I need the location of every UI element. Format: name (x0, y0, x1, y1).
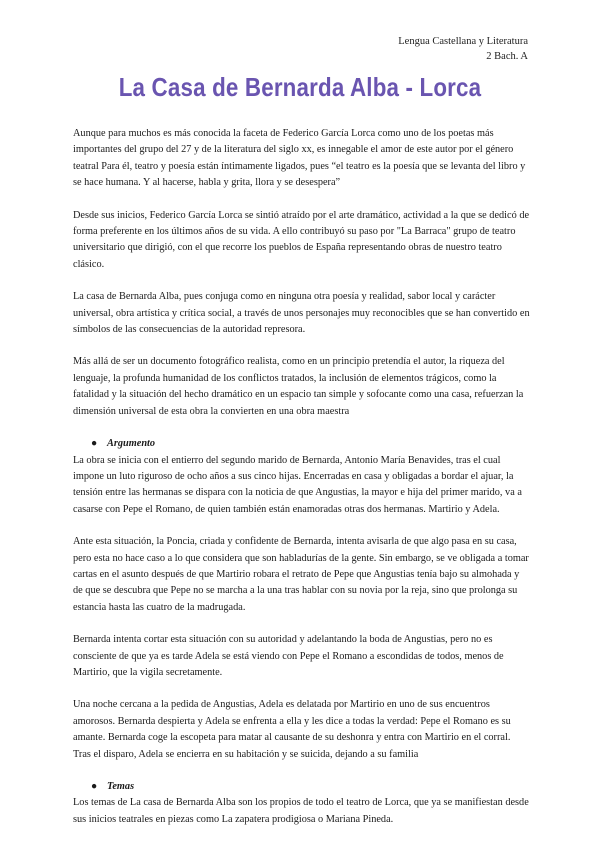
header-subject: Lengua Castellana y Literatura (398, 36, 528, 47)
section-heading-argumento (73, 436, 530, 452)
argumento-paragraph-2: Ante esta situación, la Poncia, criada y confidente de Bernarda, intenta avisarla de que algo pasa en su casa, pero esta no hace caso a lo que considera que son habladurías de la gente. Sin embargo, se ve obligada a tomar cartas en el asunto después de que Martirio robara el retrato de Pepe que Angustias tenía bajo su almohada y de que se descubra que Pepe no se marcha a la una tras hablar con su novia por la reja, sino que prolonga su estancia hasta las cuatro de la madrugada. (73, 536, 529, 613)
intro-section (73, 126, 530, 828)
temas-paragraph-1: Los temas de La casa de Bernarda Alba son los propios de todo el teatro de Lorca, que ya se manifiestan desde sus inicios teatrales en piezas como La zapatera prodigiosa o Mariana Pineda. (73, 797, 529, 825)
bullet-icon: ● (91, 781, 98, 792)
bullet-icon: ● (91, 438, 98, 450)
argumento-heading: Argumento (107, 438, 156, 450)
argumento-paragraph-1: La obra se inicia con el entierro del segundo marido de Bernarda, Antonio María Benavides, tras el cual impone un luto riguroso de ocho años a sus cinco hijas. Encerradas en casa y obligadas a bordar el ajuar, la tensión entre las hermanas se dispara con la noticia de que Angustias, la mayor e hija del primer marido, va a casarse con Pepe el Romano, de quien también están enamoradas otras dos hermanas. Martirio y Adela. (73, 454, 522, 515)
intro-paragraph-2: Desde sus inicios, Federico García Lorca se sintió atraído por el arte dramático, actividad a la que se dedicó de forma preferente en los últimos años de su vida. A ello contribuyó su paso por "La Barraca" grupo de teatro universitario que dirigió, con el que recorre los pueblos de España representando obras de nuestro teatro clásico. (73, 209, 530, 270)
document-title: La Casa de Bernarda Alba - Lorca (118, 72, 482, 102)
argumento-paragraph-4: Una noche cercana a la pedida de Angustias, Adela es delatada por Martirio en uno de sus encuentros amorosos. Bernarda despierta y Adela se enfrenta a ella y les dice a todas la verdad: Pepe el Romano es su amante. Bernarda coge la escopeta para matar al causante de su deshonra y entra con Martirio en el corral. Tras el disparo, Adela se encierra en su habitación y se suicida, dejando a su familia (73, 699, 511, 760)
intro-paragraph-4: Más allá de ser un documento fotográfico realista, como en un principio pretendía el autor, la riqueza del lenguaje, la profunda humanidad de los conflictos tratados, la inclusión de elementos trágicos, como la fatalidad y la situación del hecho dramático en un espacio tan simple y sofocante como una casa, refuerzan la dimensión universal de esta obra la convierten en una obra maestra (73, 356, 524, 417)
temas-heading: Temas (107, 781, 135, 792)
page-header (398, 34, 528, 64)
argumento-paragraph-3: Bernarda intenta cortar esta situación con su autoridad y adelantando la boda de Angustias, pero no es consciente de que ya es tarde Adela se está viendo con Pepe el Romano a escondidas de todos, menos de Martirio, que la vigila secretamente. (73, 634, 504, 678)
intro-paragraph-3: La casa de Bernarda Alba, pues conjuga como en ninguna otra poesía y realidad, sabor local y carácter universal, obra artística y crítica social, a través de unos personajes muy reconocibles que se han convertido en símbolos de las consecuencias de la autoridad represora. (73, 291, 530, 336)
intro-paragraph-1: Aunque para muchos es más conocida la faceta de Federico García Lorca como uno de los poetas más importantes del grupo del 27 y de la literatura del siglo xx, es innegable el amor de este autor por el género teatral Para él, teatro y poesía están íntimamente ligados, pues “el teatro es la poesía que se levanta del libro y se hace humana. Y al hacerse, habla y grita, llora y se desespera” (73, 128, 526, 189)
header-course: 2 Bach. A (486, 51, 528, 62)
section-heading-temas (73, 779, 530, 795)
